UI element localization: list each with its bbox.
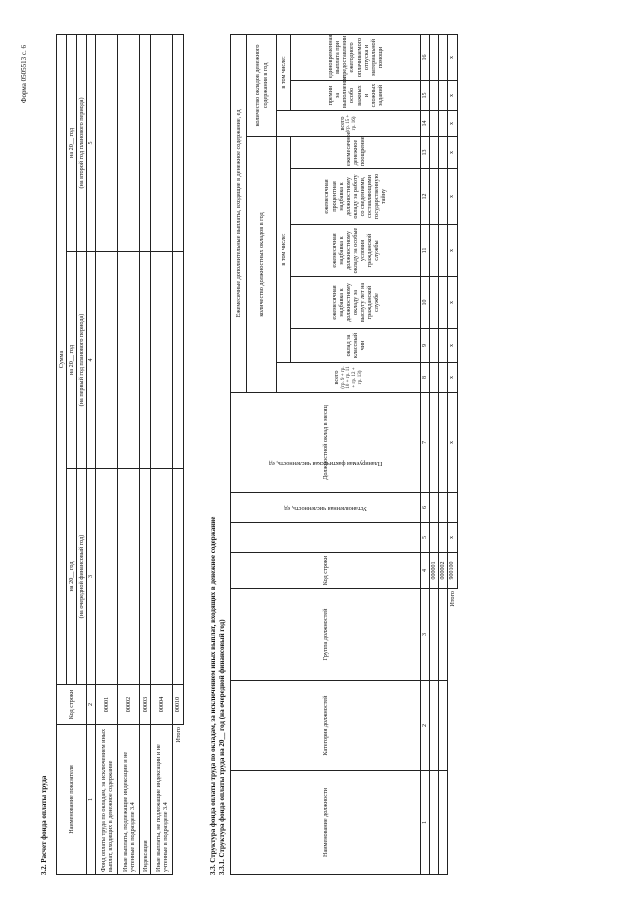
x-mark: x <box>448 277 458 329</box>
value-cell <box>96 34 118 251</box>
cell <box>430 111 439 137</box>
x-mark: x <box>448 329 458 363</box>
section-32-title: 3.2. Расчет фонда оплаты труда <box>40 775 48 875</box>
total-label: Итого <box>173 725 183 875</box>
cell <box>439 681 448 771</box>
cell <box>439 111 448 137</box>
cell <box>430 137 439 169</box>
header-count-salaries: количество должностных окладов в год <box>247 137 277 393</box>
row-code: 00002 <box>118 685 140 725</box>
total-code: 900100 <box>448 553 458 589</box>
header-other-salaries: количество окладов денежного содержания в год <box>247 34 277 136</box>
x-mark: x <box>448 393 458 493</box>
x-mark: x <box>448 523 458 553</box>
cell <box>430 363 439 393</box>
col-num: 7 <box>421 393 430 493</box>
value-cell <box>140 34 151 251</box>
header-col-11: ежемесячная надбавка к должностному окладу за особые условия гражданской службы <box>291 225 421 277</box>
row-name: Иные выплаты, подлежащие индексации и не учтенные в подразделе 3.4 <box>118 725 140 875</box>
x-mark: x <box>448 169 458 225</box>
value-cell <box>118 469 140 685</box>
header-year-2: на 20__ год <box>67 252 77 469</box>
row-name: Индексация <box>140 725 151 875</box>
header-sum: Сумма <box>57 34 67 684</box>
cell <box>430 277 439 329</box>
x-mark: x <box>448 34 458 80</box>
cell <box>430 169 439 225</box>
row-code: 000002 <box>439 553 448 589</box>
value-cell <box>118 252 140 469</box>
row-code: 000001 <box>430 553 439 589</box>
value-cell <box>140 252 151 469</box>
row-name: Фонд оплаты труда по окладам, за исключением иных выплат, входящих в денежное содержание <box>96 725 118 875</box>
col-num-2: 2 <box>87 685 96 725</box>
col-num-5: 5 <box>87 34 96 251</box>
cell <box>430 523 439 553</box>
table-row <box>118 34 140 874</box>
header-col-12: ежемесячная процентная надбавка к должностному окладу за работу со сведениями, составляющими государственную тайну <box>291 169 421 225</box>
header-col-13: ежемесячное денежное поощрение <box>291 137 421 169</box>
col-num: 10 <box>421 277 430 329</box>
table-row <box>96 34 118 874</box>
table-row <box>140 34 151 874</box>
cell <box>439 589 448 681</box>
cell <box>439 81 448 111</box>
x-mark: x <box>448 137 458 169</box>
value-cell <box>151 469 173 685</box>
header-incl: в том числе: <box>277 137 291 363</box>
cell <box>448 493 458 523</box>
cell <box>439 137 448 169</box>
col-num: 16 <box>421 34 430 80</box>
col-num: 2 <box>421 681 430 771</box>
header-col-9: оклад за классный чин <box>291 329 421 363</box>
header-col-10: ежемесячная надбавка к должностному окладу за выслугу лет на гражданской службе <box>291 277 421 329</box>
header-col-16: единовременная выплата при предоставлении ежегодного оплачиваемого отпуска и материальной помощи <box>291 34 421 80</box>
fund-calculation-table <box>56 34 184 875</box>
col-num: 4 <box>421 553 430 589</box>
row-code: 00004 <box>151 685 173 725</box>
cell <box>430 681 439 771</box>
col-num: 13 <box>421 137 430 169</box>
cell <box>439 363 448 393</box>
col-num: 5 <box>421 523 430 553</box>
cell <box>430 393 439 493</box>
header-established: Установленная численность, ед <box>231 523 421 553</box>
header-total-14: всего (гр. 15 + гр. 16) <box>277 111 421 137</box>
cell <box>430 225 439 277</box>
total-code: 00010 <box>173 685 183 725</box>
header-code: Код строки <box>231 553 421 589</box>
col-num: 6 <box>421 493 430 523</box>
total-row <box>448 34 458 874</box>
value-cell <box>151 34 173 251</box>
x-mark: x <box>448 111 458 137</box>
header-col-15: премии за выполнение особо важных и сложных заданий <box>291 81 421 111</box>
total-row <box>173 34 183 874</box>
section-33-title: 3.3. Структура фонда оплаты труда по окладам, за исключением иных выплат, входящих в денежное содержание <box>209 516 217 875</box>
value-cell <box>173 252 183 469</box>
cell <box>439 393 448 493</box>
cell <box>430 589 439 681</box>
x-mark: x <box>448 225 458 277</box>
form-code: Форма 0505513 с. 6 <box>20 44 28 103</box>
column-numbers-row <box>421 34 430 874</box>
cell <box>439 329 448 363</box>
cell <box>439 225 448 277</box>
header-category: Категория должностей <box>231 681 421 771</box>
value-cell <box>173 34 183 251</box>
cell <box>430 329 439 363</box>
col-num: 12 <box>421 169 430 225</box>
header-year-3: на 20__ год <box>67 34 77 251</box>
col-num: 11 <box>421 225 430 277</box>
header-year-2-sub: (на первый год планового периода) <box>77 252 87 469</box>
col-num: 14 <box>421 111 430 137</box>
header-salary: Должностной оклад в месяц <box>231 393 421 493</box>
col-num: 1 <box>421 771 430 875</box>
cell <box>439 34 448 80</box>
header-row-code: Код строки <box>57 685 87 725</box>
value-cell <box>151 252 173 469</box>
table-row <box>430 34 439 874</box>
header-year-1-sub: (на очередной финансовый год) <box>77 469 87 685</box>
cell <box>439 523 448 553</box>
cell <box>439 277 448 329</box>
value-cell <box>173 469 183 685</box>
cell <box>430 81 439 111</box>
value-cell <box>140 469 151 685</box>
x-mark: x <box>448 363 458 393</box>
header-group: Группа должностей <box>231 589 421 681</box>
col-num: 9 <box>421 329 430 363</box>
cell <box>439 771 448 875</box>
row-code: 00003 <box>140 685 151 725</box>
header-year-1: на 20__ год <box>67 469 77 685</box>
cell <box>430 34 439 80</box>
fund-structure-table <box>230 34 458 875</box>
col-num-3: 3 <box>87 469 96 685</box>
table-row <box>151 34 173 874</box>
cell <box>430 493 439 523</box>
header-total-8: всего (гр. 9 + гр. 10 + гр. 11 + гр. 12 + гр. 13) <box>277 363 421 393</box>
header-planned: Планируемая фактическая численность, ед <box>231 493 421 523</box>
header-indicator-name: Наименование показателя <box>57 725 87 875</box>
row-name: Иные выплаты, не подлежащие индексации и не учтенные в подразделе 3.4 <box>151 725 173 875</box>
header-monthly-payments: Ежемесячные дополнительные выплаты, входящие в денежное содержание, ед <box>231 34 247 392</box>
table-row <box>439 34 448 874</box>
value-cell <box>118 34 140 251</box>
cell <box>430 771 439 875</box>
col-num-4: 4 <box>87 252 96 469</box>
value-cell <box>96 469 118 685</box>
value-cell <box>96 252 118 469</box>
total-label: Итого <box>448 589 458 875</box>
header-incl-2: в том числе: <box>277 34 291 110</box>
col-num: 15 <box>421 81 430 111</box>
cell <box>439 493 448 523</box>
col-num: 8 <box>421 363 430 393</box>
col-num-1: 1 <box>87 725 96 875</box>
col-num: 3 <box>421 589 430 681</box>
section-331-subtitle: 3.3.1. Структура фонда оплаты труда на 20__ год (на очередной финансовый год) <box>218 619 226 875</box>
cell <box>439 169 448 225</box>
header-position: Наименование должности <box>231 771 421 875</box>
row-code: 00001 <box>96 685 118 725</box>
header-year-3-sub: (на второй год планового периода) <box>77 34 87 251</box>
x-mark: x <box>448 81 458 111</box>
